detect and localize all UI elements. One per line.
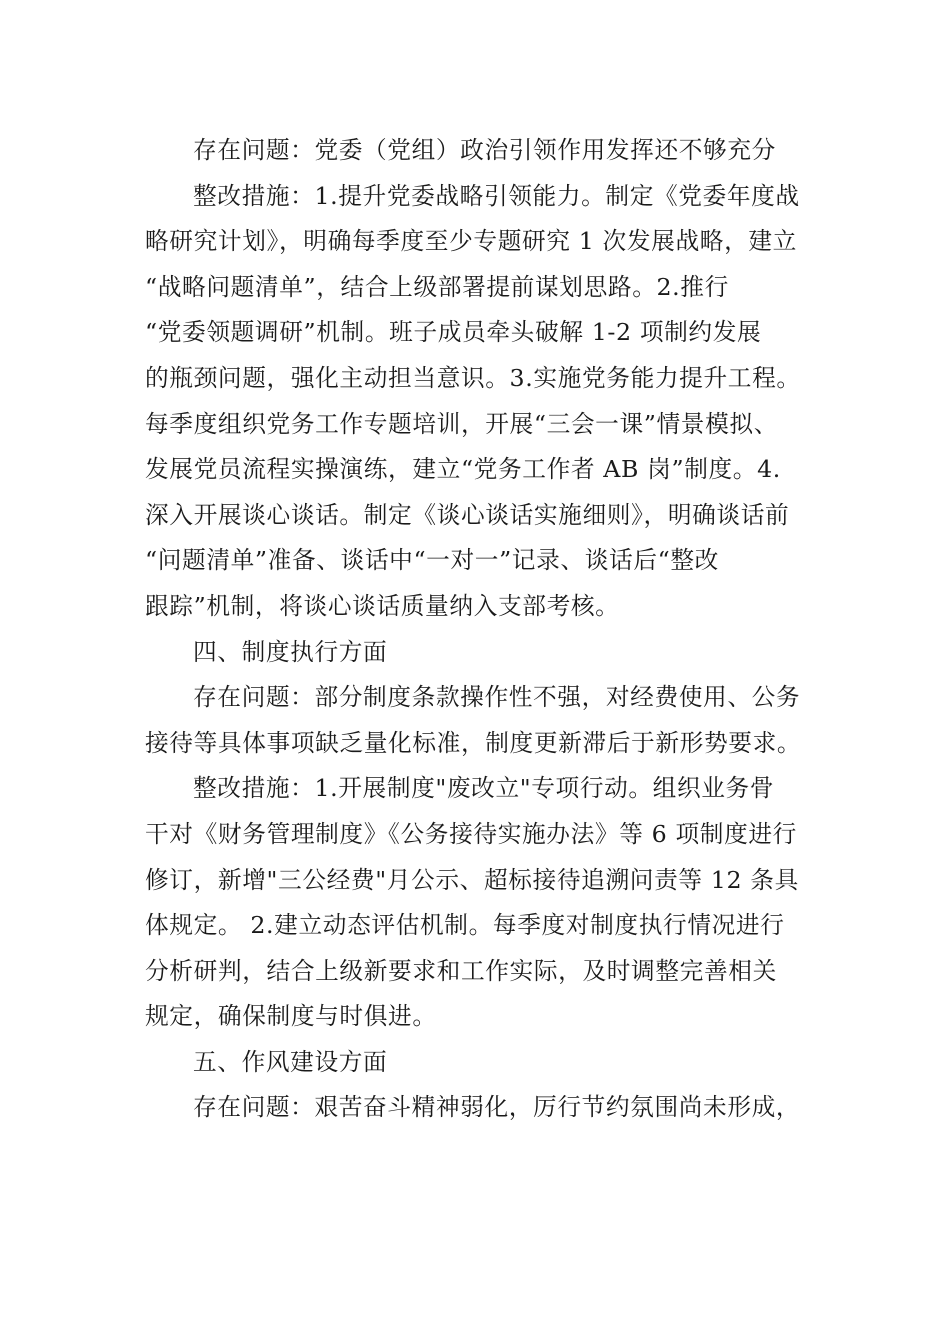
text-line: 修订，新增"三公经费"月公示、超标接待追溯问责等 12 条具 <box>145 865 799 894</box>
text-line: “党委领题调研”机制。班子成员牵头破解 1-2 项制约发展 <box>145 318 762 347</box>
text-line: 存在问题：艰苦奋斗精神弱化，厉行节约氛围尚未形成， <box>193 1093 801 1122</box>
text-line: 四、制度执行方面 <box>193 637 388 666</box>
text-line: 发展党员流程实操演练，建立“党务工作者 AB 岗”制度。4. <box>145 455 781 484</box>
text-line: “问题清单”准备、谈话中“一对一”记录、谈话后“整改 <box>145 546 719 575</box>
text-line: 接待等具体事项缺乏量化标准，制度更新滞后于新形势要求。 <box>145 728 802 757</box>
document-body <box>145 128 815 1131</box>
text-line: 分析研判，结合上级新要求和工作实际，及时调整完善相关 <box>145 956 777 985</box>
text-line: 的瓶颈问题，强化主动担当意识。3.实施党务能力提升工程。 <box>145 363 801 392</box>
text-line: 存在问题：部分制度条款操作性不强，对经费使用、公务 <box>193 683 801 712</box>
text-line: 略研究计划》，明确每季度至少专题研究 1 次发展战略，建立 <box>145 227 797 256</box>
text-line: 整改措施：1.提升党委战略引领能力。制定《党委年度战 <box>193 181 800 210</box>
text-line: 整改措施：1.开展制度"废改立"专项行动。组织业务骨 <box>193 774 775 803</box>
text-line: 跟踪”机制，将谈心谈话质量纳入支部考核。 <box>145 591 620 620</box>
text-line: 存在问题：党委（党组）政治引领作用发挥还不够充分 <box>193 136 776 164</box>
text-line: 深入开展谈心谈话。制定《谈心谈话实施细则》，明确谈话前 <box>145 500 790 529</box>
text-line: “战略问题清单”，结合上级部署提前谋划思路。2.推行 <box>145 272 729 301</box>
text-line: 体规定。 2.建立动态评估机制。每季度对制度执行情况进行 <box>145 911 785 940</box>
text-line: 干对《财务管理制度》《公务接待实施办法》等 6 项制度进行 <box>145 819 797 848</box>
text-line: 每季度组织党务工作专题培训，开展“三会一课”情景模拟、 <box>145 409 779 438</box>
text-line: 五、作风建设方面 <box>193 1047 388 1076</box>
text-line: 规定，确保制度与时俱进。 <box>145 1002 437 1031</box>
